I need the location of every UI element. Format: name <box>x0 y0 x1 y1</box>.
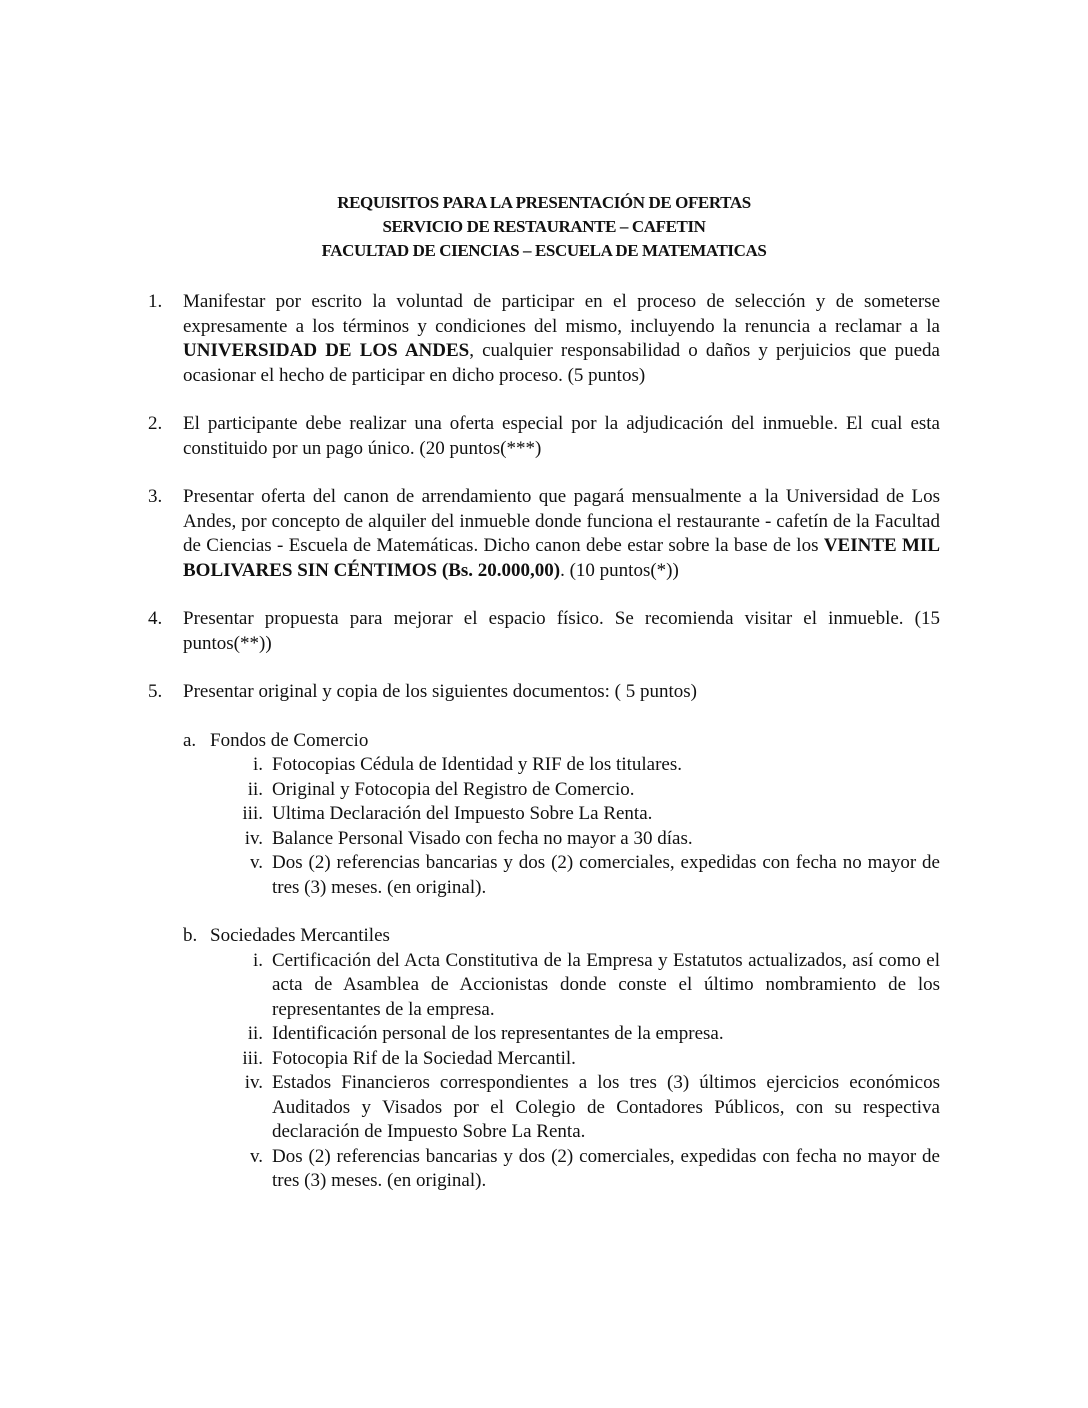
list-item-text: Ultima Declaración del Impuesto Sobre La Renta. <box>272 803 653 824</box>
item-text: , cualquier responsabilidad o daños y perjuicios que pueda ocasionar el hecho de participar en dicho proceso. (5 puntos) <box>183 340 940 386</box>
list-item-text: Estados Financieros correspondientes a los tres (3) últimos ejercicios económicos Auditados y Visados por el Colegio de Contadores Públicos, con su respectiva declaración de Impuesto Sobre La Renta. <box>272 1072 940 1142</box>
item-text: Presentar original y copia de los siguientes documentos: ( 5 puntos) <box>183 681 697 702</box>
item-number: 5. <box>148 681 163 702</box>
list-item <box>237 827 940 852</box>
requirement-item-5 <box>148 680 940 1194</box>
list-item <box>237 1022 940 1047</box>
item-bold-text: UNIVERSIDAD DE LOS ANDES <box>183 340 470 361</box>
list-item <box>237 802 940 827</box>
list-item-text: Fotocopia Rif de la Sociedad Mercantil. <box>272 1047 576 1069</box>
requirement-item-4 <box>148 607 940 656</box>
list-item <box>237 1047 940 1072</box>
roman-number: ii. <box>247 1023 263 1044</box>
list-item <box>237 1145 940 1194</box>
header-line-2: SERVICIO DE RESTAURANTE – CAFETIN <box>382 217 706 236</box>
subsection-fondos-de-comercio <box>183 729 940 901</box>
document-header <box>0 191 1088 263</box>
subsection-title: Fondos de Comercio <box>210 729 369 751</box>
item-number: 2. <box>148 413 163 434</box>
requirement-item-2 <box>148 412 940 461</box>
list-item <box>237 949 940 1023</box>
item-number: 4. <box>148 608 163 629</box>
item-number: 1. <box>148 291 163 312</box>
subsection-title: Sociedades Mercantiles <box>210 925 390 946</box>
list-item-text: Balance Personal Visado con fecha no mayor a 30 días. <box>272 827 693 849</box>
roman-list <box>210 753 940 900</box>
roman-number: v. <box>249 1145 263 1167</box>
roman-list <box>210 949 940 1194</box>
list-item <box>237 1071 940 1145</box>
list-item-text: Dos (2) referencias bancarias y dos (2) comerciales, expedidas con fecha no mayor de tres (3) meses. (en original). <box>272 1145 940 1191</box>
roman-number: v. <box>249 852 263 873</box>
subsection-letter: a. <box>183 729 197 751</box>
requirement-item-3 <box>148 485 940 583</box>
item-text: Presentar oferta del canon de arrendamiento que pagará mensualmente a la Universidad de Los Andes, por concepto de alquiler del inmueble donde funciona el restaurante - cafetín de la Facultad de Ciencias - Escuela de Matemáticas. Dicho canon debe estar sobre la base de los <box>183 486 940 556</box>
item-text: Presentar propuesta para mejorar el espacio físico. Se recomienda visitar el inmueble. (15 puntos(**)) <box>183 608 940 654</box>
subsection-letter: b. <box>183 925 198 946</box>
item-text: . (10 puntos(*)) <box>560 559 679 581</box>
list-item-text: Identificación personal de los representantes de la empresa. <box>272 1023 724 1044</box>
list-item <box>237 851 940 900</box>
roman-number: iv. <box>244 827 263 849</box>
requirements-list <box>148 290 940 1218</box>
roman-number: iii. <box>242 1047 263 1069</box>
roman-number: ii. <box>247 778 263 800</box>
roman-number: i. <box>252 754 263 775</box>
sublist <box>183 729 940 1194</box>
header-line-3: FACULTAD DE CIENCIAS – ESCUELA DE MATEMATICAS <box>321 241 767 260</box>
list-item-text: Dos (2) referencias bancarias y dos (2) comerciales, expedidas con fecha no mayor de tres (3) meses. (en original). <box>272 852 940 898</box>
roman-number: i. <box>252 949 263 971</box>
item-bold-text: VEINTE MIL BOLIVARES SIN CÉNTIMOS (Bs. 20.000,00) <box>183 535 941 581</box>
item-text: El participante debe realizar una oferta especial por la adjudicación del inmueble. El cual esta constituido por un pago único. (20 puntos(***) <box>183 413 940 459</box>
list-item-text: Original y Fotocopia del Registro de Comercio. <box>272 778 635 800</box>
roman-number: iii. <box>242 803 263 824</box>
subsection-sociedades-mercantiles <box>183 924 940 1194</box>
list-item-text: Certificación del Acta Constitutiva de la Empresa y Estatutos actualizados, así como el acta de Asamblea de Accionistas donde conste el último nombramiento de los representantes de la empresa. <box>272 949 940 1020</box>
header-line-1: REQUISITOS PARA LA PRESENTACIÓN DE OFERTAS <box>337 193 751 212</box>
roman-number: iv. <box>244 1072 263 1093</box>
list-item-text: Fotocopias Cédula de Identidad y RIF de los titulares. <box>272 754 683 775</box>
requirement-item-1 <box>148 290 940 388</box>
list-item <box>237 753 940 778</box>
list-item <box>237 778 940 803</box>
item-text: Manifestar por escrito la voluntad de participar en el proceso de selección y de someterse expresamente a los términos y condiciones del mismo, incluyendo la renuncia a reclamar a la <box>183 291 940 337</box>
item-number: 3. <box>148 486 163 507</box>
